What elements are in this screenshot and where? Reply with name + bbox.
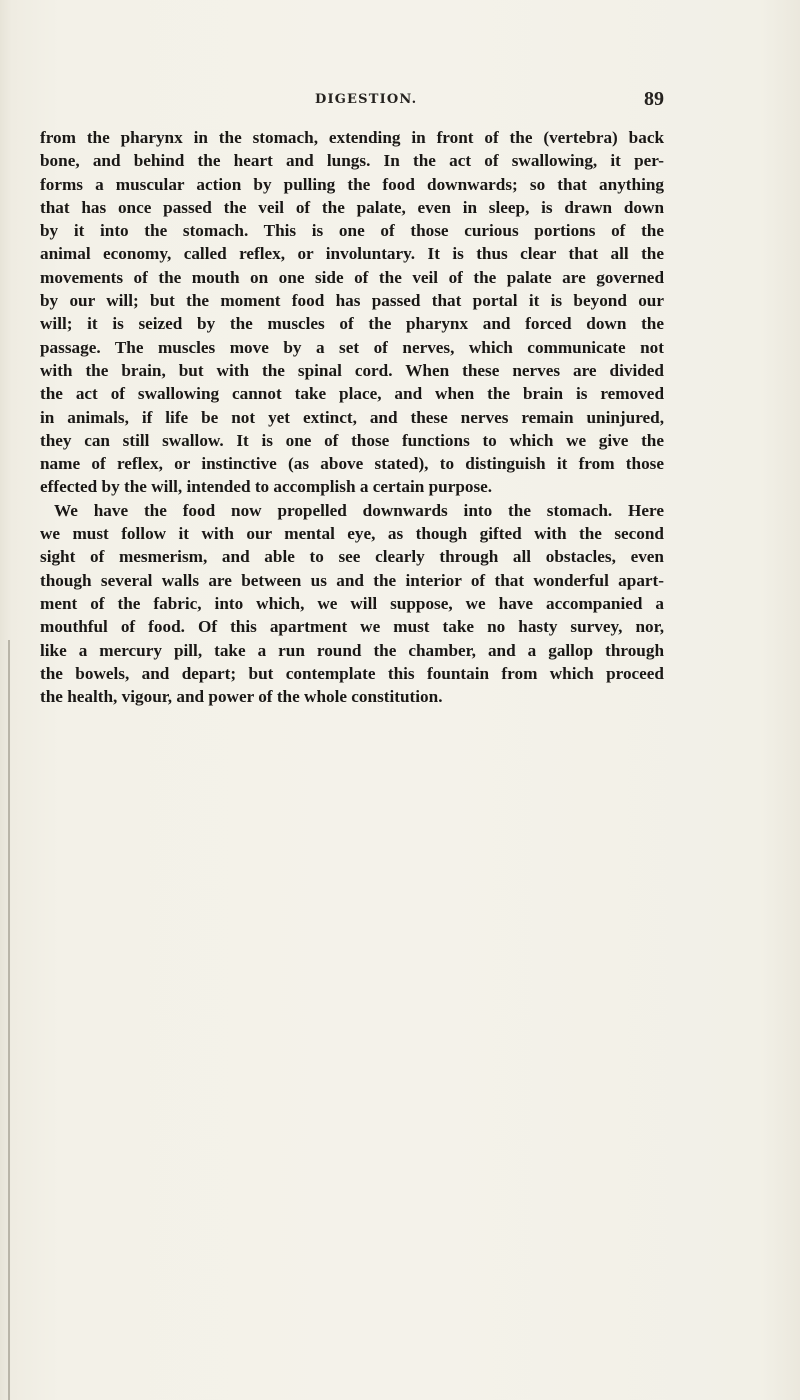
text-line: from the pharynx in the stomach, extending in front of the (vertebra) back — [40, 128, 664, 147]
text-line: We have the food now propelled downwards into the stomach. Here — [54, 500, 664, 520]
text-line: ment of the fabric, into which, we will suppose, we have accompanied a — [40, 593, 664, 613]
text-line: in animals, if life be not yet extinct, and these nerves remain uninjured, — [40, 407, 664, 427]
text-line: they can still swallow. It is one of those functions to which we give the — [40, 430, 664, 450]
page-number: 89 — [644, 88, 664, 110]
text-line: effected by the will, intended to accomplish a certain purpose. — [40, 477, 493, 497]
text-line: will; it is seized by the muscles of the pharynx and forced down the — [40, 314, 664, 334]
text-line: like a mercury pill, take a run round the chamber, and a gallop through — [40, 640, 664, 660]
text-line: the act of swallowing cannot take place, and when the brain is removed — [40, 384, 664, 404]
text-line: forms a muscular action by pulling the food downwards; so that anything — [40, 174, 664, 194]
text-line: though several walls are between us and the interior of that wonderful apart- — [40, 570, 664, 590]
text-line: the bowels, and depart; but contemplate this fountain from which proceed — [40, 663, 664, 683]
text-line: by it into the stomach. This is one of those curious portions of the — [40, 221, 664, 241]
page-gutter-edge — [8, 640, 10, 1400]
text-line: movements of the mouth on one side of the veil of the palate are governed — [40, 267, 664, 287]
text-line: by our will; but the moment food has passed that portal it is beyond our — [40, 291, 664, 311]
text-line: name of reflex, or instinctive (as above stated), to distinguish it from those — [40, 454, 664, 474]
text-line: with the brain, but with the spinal cord. When these nerves are divided — [40, 360, 664, 380]
text-line: that has once passed the veil of the palate, even in sleep, is drawn down — [40, 197, 664, 217]
text-line: bone, and behind the heart and lungs. In the act of swallowing, it per- — [40, 151, 664, 171]
text-line: sight of mesmerism, and able to see clearly through all obstacles, even — [40, 547, 664, 567]
text-line: animal economy, called reflex, or involuntary. It is thus clear that all the — [40, 244, 664, 264]
running-head: DIGESTION. — [315, 92, 418, 107]
page-header — [40, 88, 664, 114]
text-line: we must follow it with our mental eye, as though gifted with the second — [40, 524, 664, 544]
text-line: passage. The muscles move by a set of nerves, which communicate not — [40, 337, 664, 357]
text-line: the health, vigour, and power of the whole constitution. — [40, 687, 443, 707]
text-line: mouthful of food. Of this apartment we must take no hasty survey, nor, — [40, 617, 664, 637]
body-text — [40, 126, 664, 708]
